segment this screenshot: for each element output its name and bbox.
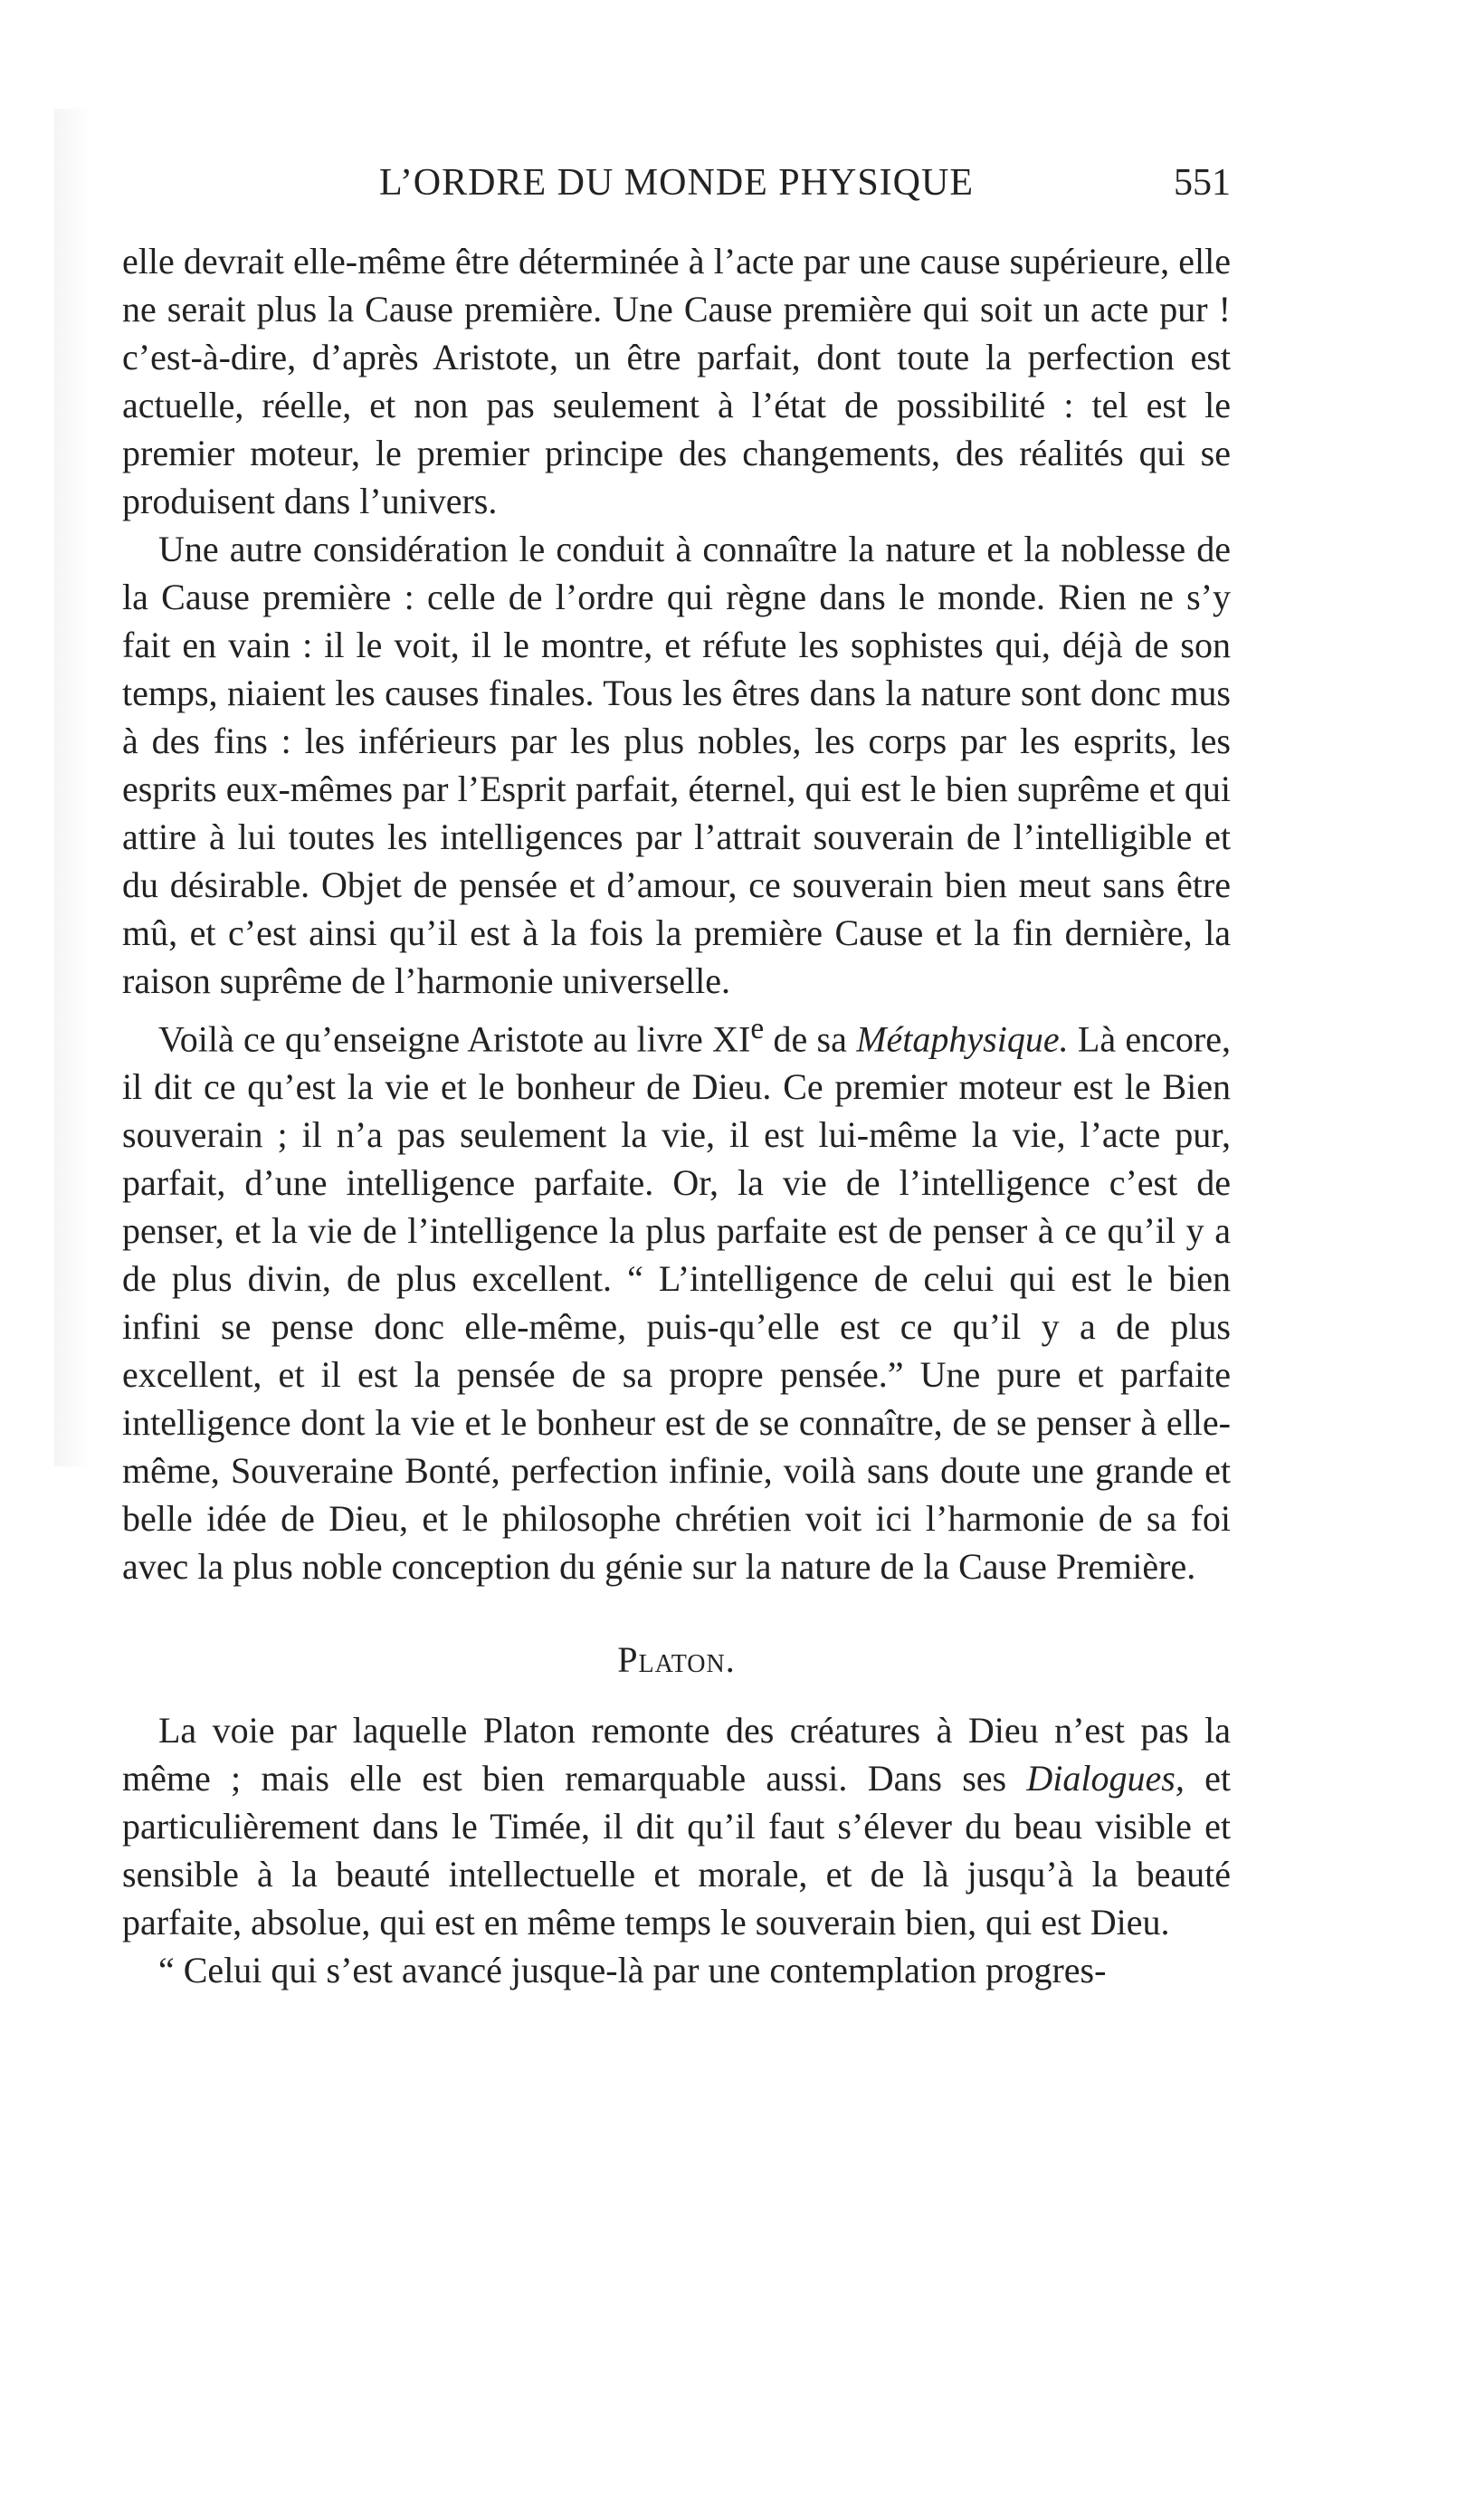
paragraph-3 bbox=[122, 1005, 1231, 1590]
paragraph-2: Une autre considération le conduit à connaître la nature et la noblesse de la Cause première : celle de l’ordre qui règne dans le monde. Rien ne s’y fait en vain : il le voit, il le montre, et réfute les sophistes qui, déjà de son temps, niaient les causes finales. Tous les êtres dans la nature sont donc mus à des fins : les inférieurs par les plus nobles, les corps par les esprits, les esprits eux-mêmes par l’Esprit parfait, éternel, qui est le bien suprême et qui attire à lui toutes les intelligences par l’attrait souverain de l’intelligible et du désirable. Objet de pensée et d’amour, ce souverain bien meut sans être mû, et c’est ainsi qu’il est à la fois la première Cause et la fin dernière, la raison suprême de l’harmonie universelle. bbox=[122, 529, 1231, 1001]
section-heading: Platon. bbox=[617, 1639, 736, 1680]
paragraph-3-superscript: e bbox=[750, 1012, 765, 1045]
paragraph-3-start: Voilà ce qu’enseigne Aristote au livre XI bbox=[158, 1018, 751, 1060]
running-head bbox=[122, 161, 1231, 215]
paragraph-1: elle devrait elle-même être déterminée à l’acte par une cause supérieure, elle ne serait plus la Cause première. Une Cause première qui soit un acte pur ! c’est-à-dire, d’après Aristote, un être parfait, dont toute la perfection est actuelle, réelle, et non pas seulement à l’état de possibilité : tel est le premier moteur, le premier principe des changements, des réalités qui se produisent dans l’univers. bbox=[122, 241, 1231, 521]
paragraph-4-end: et particulièrement dans le Timée, il dit qu’il faut s’élever du beau visible et sensible à la beauté intellectuelle et morale, et de là jusqu’à la beauté parfaite, absolue, qui est en même temps le souverain bien, qui est Dieu. bbox=[122, 1758, 1231, 1942]
page-number: 551 bbox=[1174, 162, 1231, 204]
paragraph-4 bbox=[122, 1706, 1231, 1946]
running-title: L’ORDRE DU MONDE PHYSIQUE bbox=[379, 162, 974, 204]
scan-shadow bbox=[54, 109, 90, 1466]
main-text-block bbox=[122, 237, 1231, 1590]
paragraph-3-mid: de sa bbox=[764, 1018, 857, 1060]
paragraph-5: “ Celui qui s’est avancé jusque-là par une contemplation progres- bbox=[158, 1950, 1107, 1990]
paragraph-4-italic: Dialogues, bbox=[1026, 1758, 1185, 1799]
paragraph-4-start: La voie par laquelle Platon remonte des créatures à Dieu n’est pas la même ; mais elle est bien remarquable aussi. Dans ses bbox=[122, 1710, 1231, 1799]
platon-text-block bbox=[122, 1706, 1231, 1994]
paragraph-3-italic: Métaphysique. bbox=[856, 1018, 1069, 1060]
paragraph-3-end: Là encore, il dit ce qu’est la vie et le bonheur de Dieu. Ce premier moteur est le Bien souverain ; il n’a pas seulement la vie, il est lui-même la vie, l’acte pur, parfait, d’une intelligence parfaite. Or, la vie de l’intelligence c’est de penser, et la vie de l’intelligence la plus parfaite est de penser à ce qu’il y a de plus divin, de plus excellent. “ L’intelligence de celui qui est le bien infini se pense donc elle-même, puis-qu’elle est ce qu’il y a de plus excellent, et il est la pensée de sa propre pensée.” Une pure et parfaite intelligence dont la vie et le bonheur est de se connaître, de se penser à elle-même, Souveraine Bonté, perfection infinie, voilà sans doute une grande et belle idée de Dieu, et le philosophe chrétien voit ici l’harmonie de sa foi avec la plus noble conception du génie sur la nature de la Cause Première. bbox=[122, 1018, 1231, 1588]
